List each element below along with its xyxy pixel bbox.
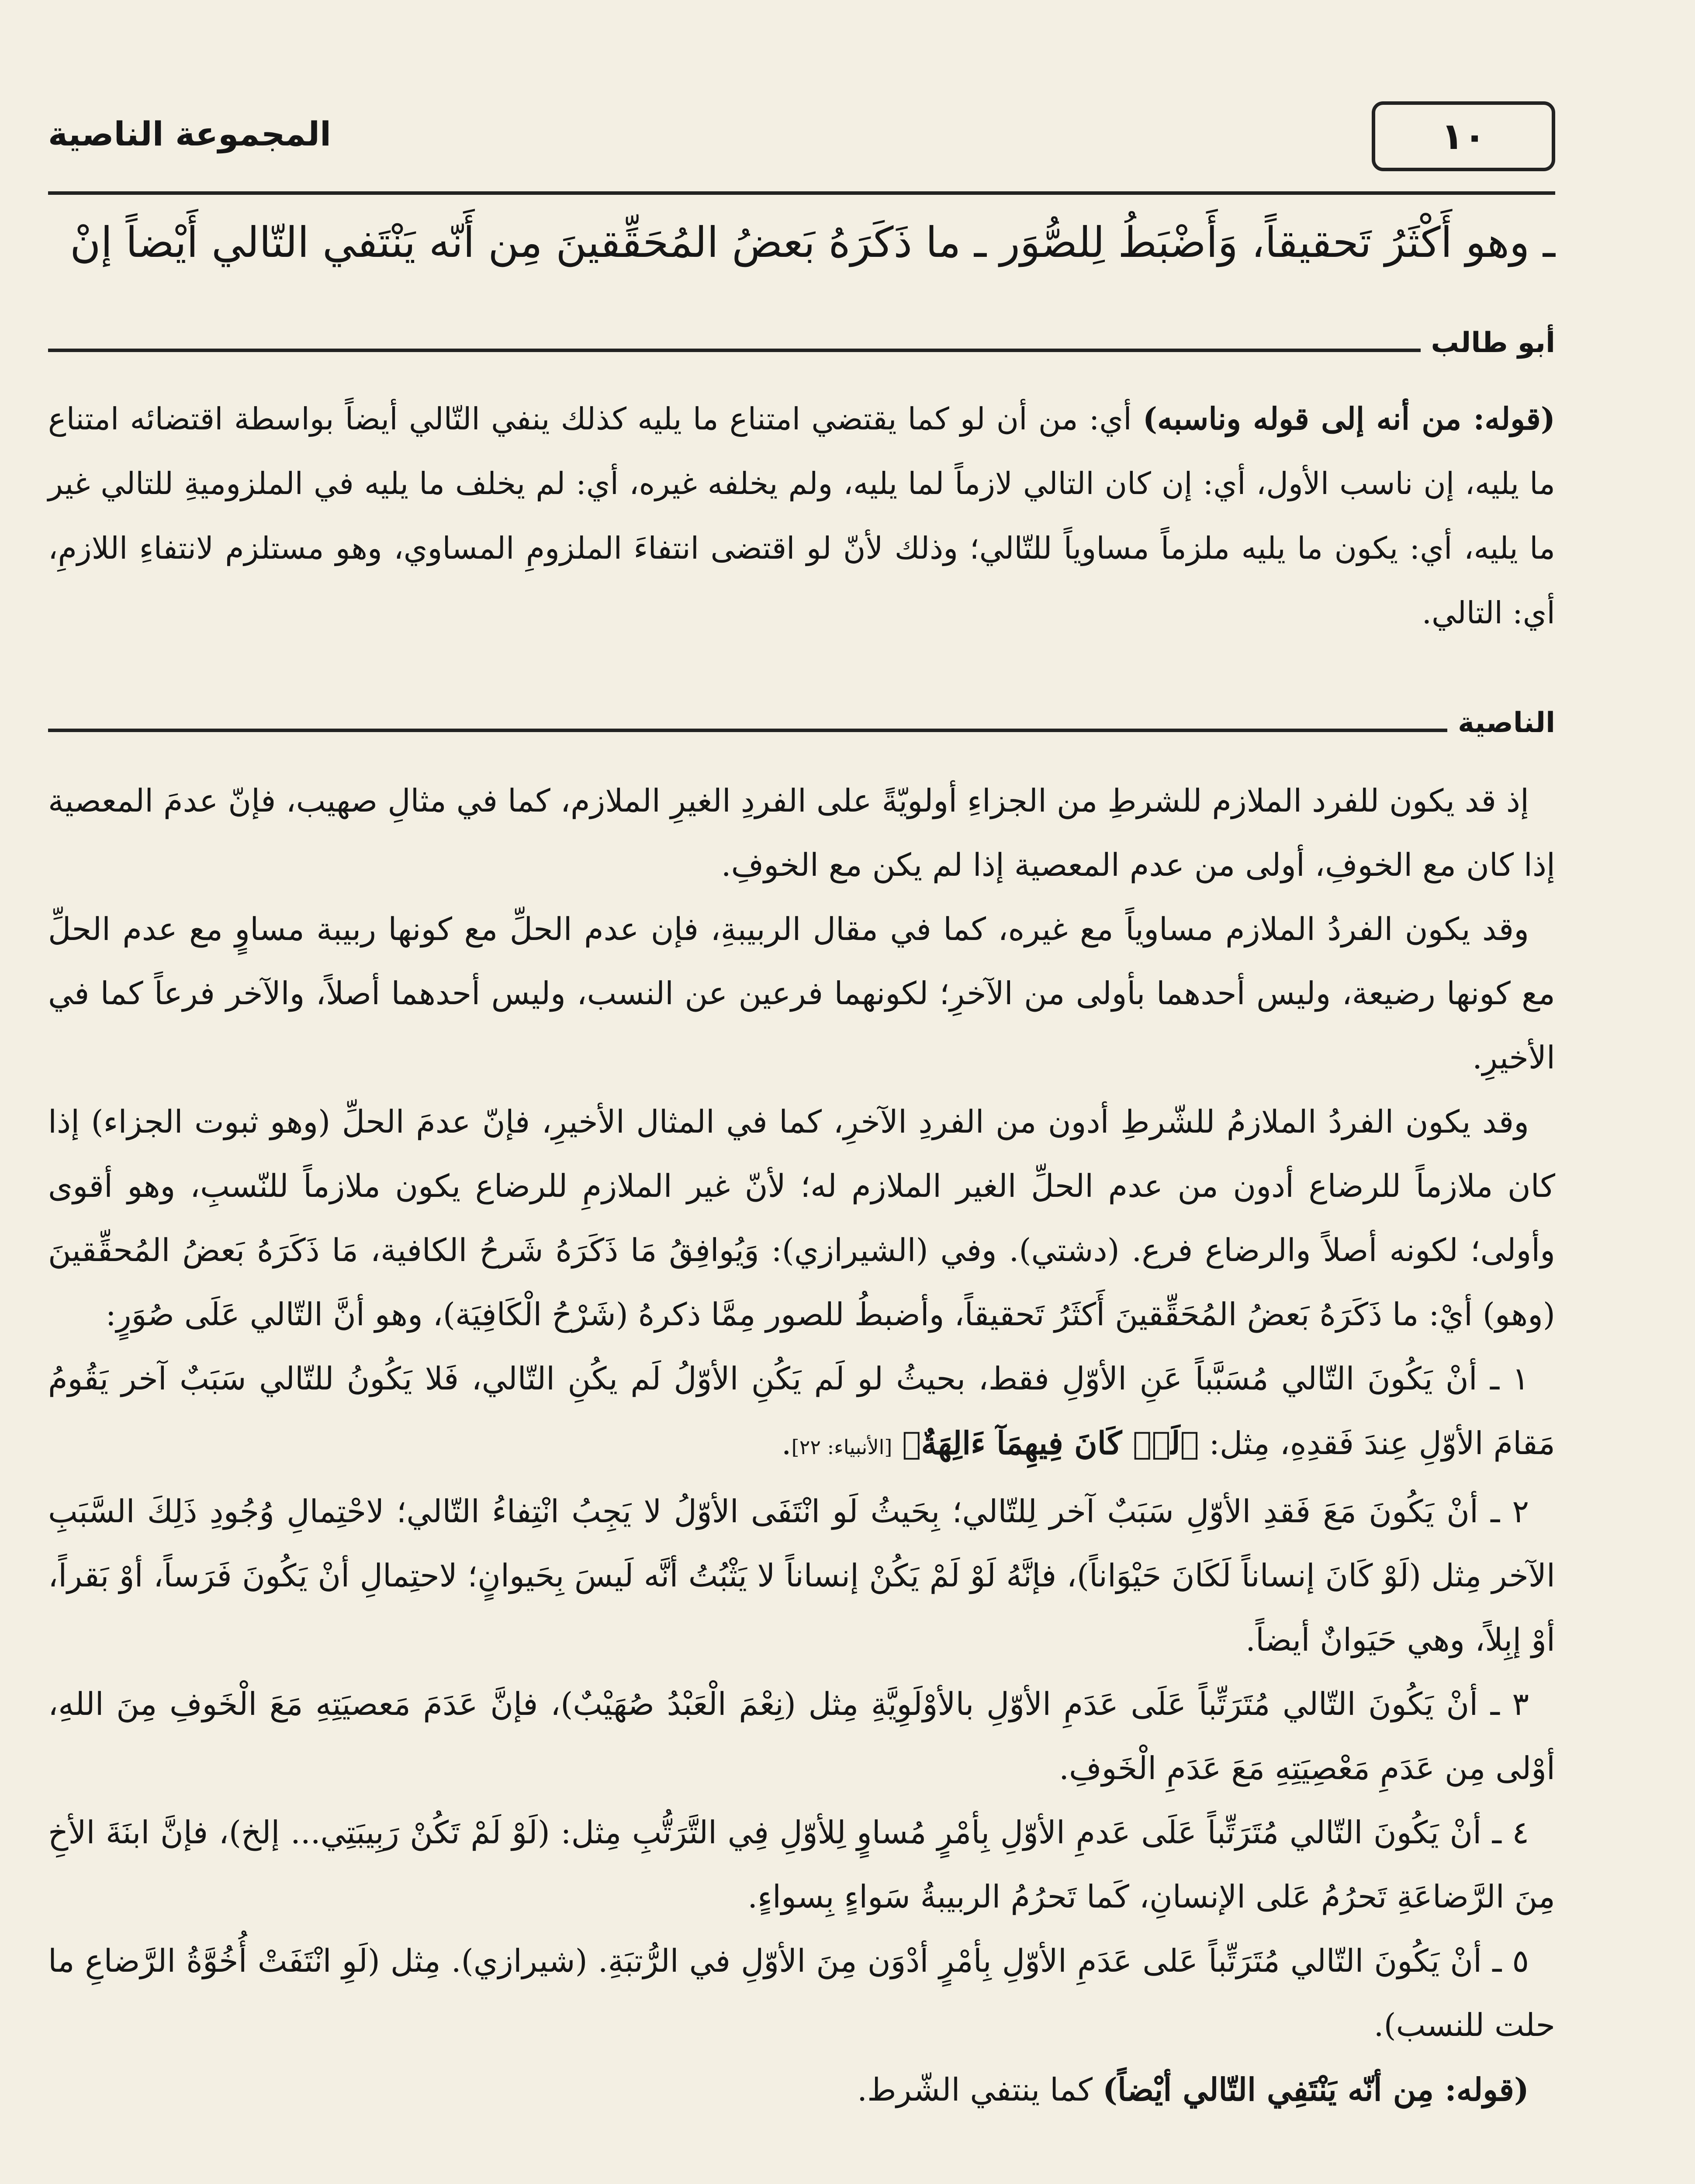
commentary-text: أي: من أن لو كما يقتضي امتناع ما يليه كذلك ينفي التّالي أيضاً بواسطة اقتضائه امتناع ما يليه، إن ناسب الأول، أي: إن كان التالي لازماً لما يليه، ولم يخلفه غيره، أي: لم يخلف ما يليه في الملزوميةِ للتالي غير ما يليه، أي: يكون ما يليه ملزماً مساوياً للتّالي؛ وذلك لأنّ لو اقتضى انتفاءَ الملزومِ المساوي، وهو مستلزم لانتفاءِ اللازمِ، أي: التالي. bbox=[48, 401, 1555, 631]
section-label-nasiya: الناصية bbox=[1458, 707, 1555, 739]
list-item-4: ٤ ـ أنْ يَكُونَ التّالي مُتَرَتِّباً عَلَى عَدمِ الأوّلِ بِأمْرٍ مُساوٍ لِلأوّلِ فِي التَّرَتُّبِ مِثل: (لَوْ لَمْ تَكُنْ رَبِيبَتِي... إلخ)، فإنَّ ابنَةَ الأخِ مِنَ الرَّضاعَةِ تَحرُمُ عَلى الإنسانِ، كَما تَحرُمُ الربيبةُ سَواءٍ بِسواءٍ. bbox=[48, 1814, 1555, 1915]
header-rule bbox=[48, 191, 1555, 195]
paragraph-2: وقد يكون الفردُ الملازم مساوياً مع غيره، كما في مقال الربيبةِ، فإن عدم الحلِّ مع كونها ربيبة مساوٍ مع عدم الحلِّ مع كونها رضيعة، وليس أحدهما بأولى من الآخرِ؛ لكونهما فرعين عن النسب، وليس أحدهما أصلاً، والآخر فرعاً كما في الأخيرِ. bbox=[48, 911, 1555, 1076]
abu-talib-commentary bbox=[48, 387, 1555, 645]
page-number: ١٠ bbox=[1441, 115, 1486, 158]
list-item-3: ٣ ـ أنْ يَكُونَ التّالي مُتَرَتِّباً عَلَى عَدَمِ الأوّلِ بالأوْلَوِيَّةِ مِثل (نِعْمَ الْعَبْدُ صُهَيْبٌ)، فإنَّ عَدَمَ مَعصيَتِهِ مَعَ الْخَوفِ مِنَ اللهِ، أوْلى مِن عَدَمِ مَعْصِيَتِهِ مَعَ عَدَمِ الْخَوفِ. bbox=[48, 1686, 1555, 1787]
paragraph-3: وقد يكون الفردُ الملازمُ للشّرطِ أدون من الفردِ الآخرِ، كما في المثال الأخيرِ، فإنّ عدمَ الحلِّ (وهو ثبوت الجزاء) إذا كان ملازماً للرضاع أدون من عدم الحلِّ الغير الملازم له؛ لأنّ غير الملازمِ للرضاع يكون ملازماً للنّسبِ، وهو أقوى وأولى؛ لكونه أصلاً والرضاع فرع. (دشتي). وفي (الشيرازي): وَيُوافِقُ مَا ذَكَرَهُ شَرحُ الكافية، مَا ذَكَرَهُ بَعضُ المُحقِّقينَ (وهو) أيْ: ما ذَكَرَهُ بَعضُ المُحَقِّقينَ أَكثَرُ تَحقيقاً، وأضبطُ للصور مِمَّا ذكرهُ (شَرْحُ الْكَافِيَة)، وهو أنَّ التّالي عَلَى صُوَرٍ: bbox=[48, 1103, 1555, 1333]
section-abu-talib bbox=[48, 328, 1555, 358]
section-rule bbox=[48, 729, 1447, 732]
book-title: المجموعة الناصية bbox=[48, 114, 332, 153]
paragraph-1: إذ قد يكون للفرد الملازم للشرطِ من الجزاءِ أولويّةً على الفردِ الغيرِ الملازم، كما في مثالِ صهيب، فإنّ عدمَ المعصية إذا كان مع الخوفِ، أولى من عدم المعصية إذا لم يكن مع الخوفِ. bbox=[48, 782, 1555, 883]
final-text: كما ينتفي الشّرط. bbox=[857, 2071, 1103, 2108]
list-item-2: ٢ ـ أنْ يَكُونَ مَعَ فَقدِ الأوّلِ سَبَبٌ آخر لِلتّالي؛ بِحَيثُ لَو انْتَفَى الأوّلُ لا يَجِبُ انْتِفاءُ التّالي؛ لاحْتِمالِ وُجُودِ ذَلِكَ السَّبَبِ الآخر مِثل (لَوْ كَانَ إنساناً لَكَانَ حَيْوَاناً)، فإنَّهُ لَوْ لَمْ يَكُنْ إنساناً لا يَثْبُتُ أنَّه لَيسَ بِحَيوانٍ؛ لاحتِمالِ أنْ يَكُونَ فَرَساً، أوْ بَقراً، أوْ إبِلاً، وهي حَيَوانٌ أيضاً. bbox=[48, 1493, 1555, 1658]
final-lead: (قوله: مِن أنّه يَنْتَفِي التّالي أيْضاً) bbox=[1102, 2071, 1529, 2108]
quran-citation: [الأنبياء: ٢٢] bbox=[791, 1435, 892, 1459]
list-item-5: ٥ ـ أنْ يَكُونَ التّالي مُتَرَتِّباً عَلى عَدَمِ الأوّلِ بِأمْرٍ أدْوَن مِنَ الأوّلِ في الرُّتبَةِ. (شيرازي). مِثل (لَوِ انْتَفَتْ أُخُوَّةُ الرَّضاعِ ما حلت للنسب). bbox=[48, 1942, 1555, 2043]
section-nasiya bbox=[48, 708, 1555, 738]
nasiya-commentary bbox=[48, 769, 1555, 2122]
section-label-abu-talib: أبو طالب bbox=[1431, 327, 1555, 359]
section-rule bbox=[48, 349, 1421, 352]
final-paragraph bbox=[48, 2057, 1555, 2122]
commentary-paragraph bbox=[48, 387, 1555, 645]
page-number-box bbox=[1372, 101, 1555, 171]
main-text-line: ـ وهو أَكْثَرُ تَحقيقاً، وَأَضْبَطُ لِلصُّوَر ـ ما ذَكَرَهُ بَعضُ المُحَقِّقينَ مِن أَنّه يَنْتَفي التّالي أَيْضاً إنْ bbox=[70, 218, 1555, 267]
list-item-1-text: ١ ـ أنْ يَكُونَ التّالي مُسَبَّباً عَنِ الأوّلِ فقط، بحيثُ لو لَم يَكُنِ الأوّلُ لَم يكُنِ التّالي، فَلا يَكُونُ للتّالي سَبَبٌ آخر يَقُومُ مَقامَ الأوّلِ عِندَ فَقدِهِ، مِثل: bbox=[48, 1360, 1555, 1462]
list-item-1: ١ ـ أنْ يَكُونَ التّالي مُسَبَّباً عَنِ الأوّلِ فقط، بحيثُ لو لَم يَكُنِ الأوّلُ لَم يكُنِ التّالي، فَلا يَكُونُ للتّالي سَبَبٌ آخر يَقُومُ مَقامَ الأوّلِ عِندَ فَقدِهِ، مِثل: ﴿لَوۡ كَانَ فِيهِمَآ ءَالِهَةٌ﴾ [الأنبياء: ٢٢]. bbox=[48, 1360, 1555, 1462]
commentary-lead: (قوله: من أنه إلى قوله وناسبه) bbox=[1142, 401, 1555, 437]
quran-quote: ﴿لَوۡ كَانَ فِيهِمَآ ءَالِهَةٌ﴾ bbox=[902, 1424, 1199, 1462]
